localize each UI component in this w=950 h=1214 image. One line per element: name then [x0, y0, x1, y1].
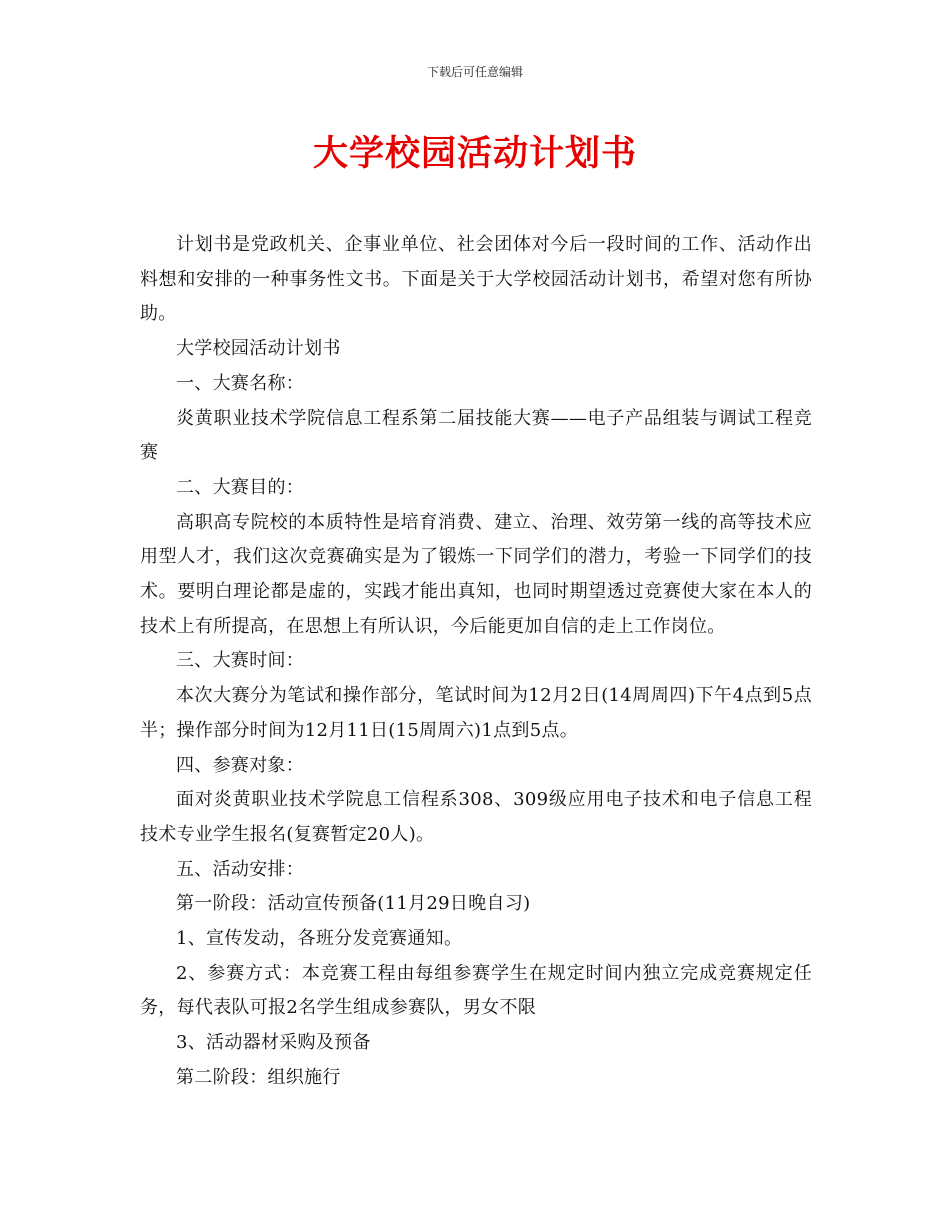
contest-name-paragraph: 炎黄职业技术学院信息工程系第二届技能大赛——电子产品组装与调试工程竞赛: [140, 407, 812, 464]
section-heading-arrangement: 五、活动安排：: [176, 858, 305, 880]
section-heading-plan: 大学校园活动计划书: [176, 338, 341, 360]
contest-time-paragraph: 本次大赛分为笔试和操作部分，笔试时间为12月2日(14周周四)下午4点到5点半；操作部分时间为12月11日(15周周六)1点到5点。: [140, 685, 812, 741]
participants-paragraph: 面对炎黄职业技术学院息工信程系308、309级应用电子技术和电子信息工程技术专业学生报名(复赛暂定20人)。: [140, 789, 812, 845]
document-title: 大学校园活动计划书: [312, 133, 637, 174]
stage-one-item-1: 1、宣传发动，各班分发竞赛通知。: [176, 928, 463, 950]
section-heading-participants: 四、参赛对象：: [176, 754, 305, 776]
section-heading-contest-purpose: 二、大赛目的：: [176, 476, 305, 498]
stage-one-item-2: 2、参赛方式：本竞赛工程由每组参赛学生在规定时间内独立完成竞赛规定任务，每代表队可报2名学生组成参赛队，男女不限: [140, 962, 812, 1019]
contest-purpose-paragraph: 高职高专院校的本质特性是培育消费、建立、治理、效劳第一线的高等技术应用型人才，我们这次竞赛确实是为了锻炼一下同学们的潜力，考验一下同学们的技术。要明白理论都是虚的，实践才能出真知，也同时期望透过竞赛使大家在本人的技术上有所提高，在思想上有所认识，今后能更加自信的走上工作岗位。: [140, 511, 812, 637]
stage-one-heading: 第一阶段：活动宣传预备(11月29日晚自习): [176, 893, 531, 915]
document-body: [140, 228, 812, 1096]
page-header-note: 下载后可任意编辑: [426, 65, 523, 79]
stage-one-item-3: 3、活动器材采购及预备: [176, 1032, 371, 1054]
section-heading-contest-time: 三、大赛时间：: [176, 650, 305, 672]
stage-two-heading: 第二阶段：组织施行: [176, 1066, 341, 1088]
section-heading-contest-name: 一、大赛名称：: [176, 372, 305, 394]
intro-paragraph: 计划书是党政机关、企事业单位、社会团体对今后一段时间的工作、活动作出料想和安排的一种事务性文书。下面是关于大学校园活动计划书，希望对您有所协助。: [140, 234, 812, 325]
